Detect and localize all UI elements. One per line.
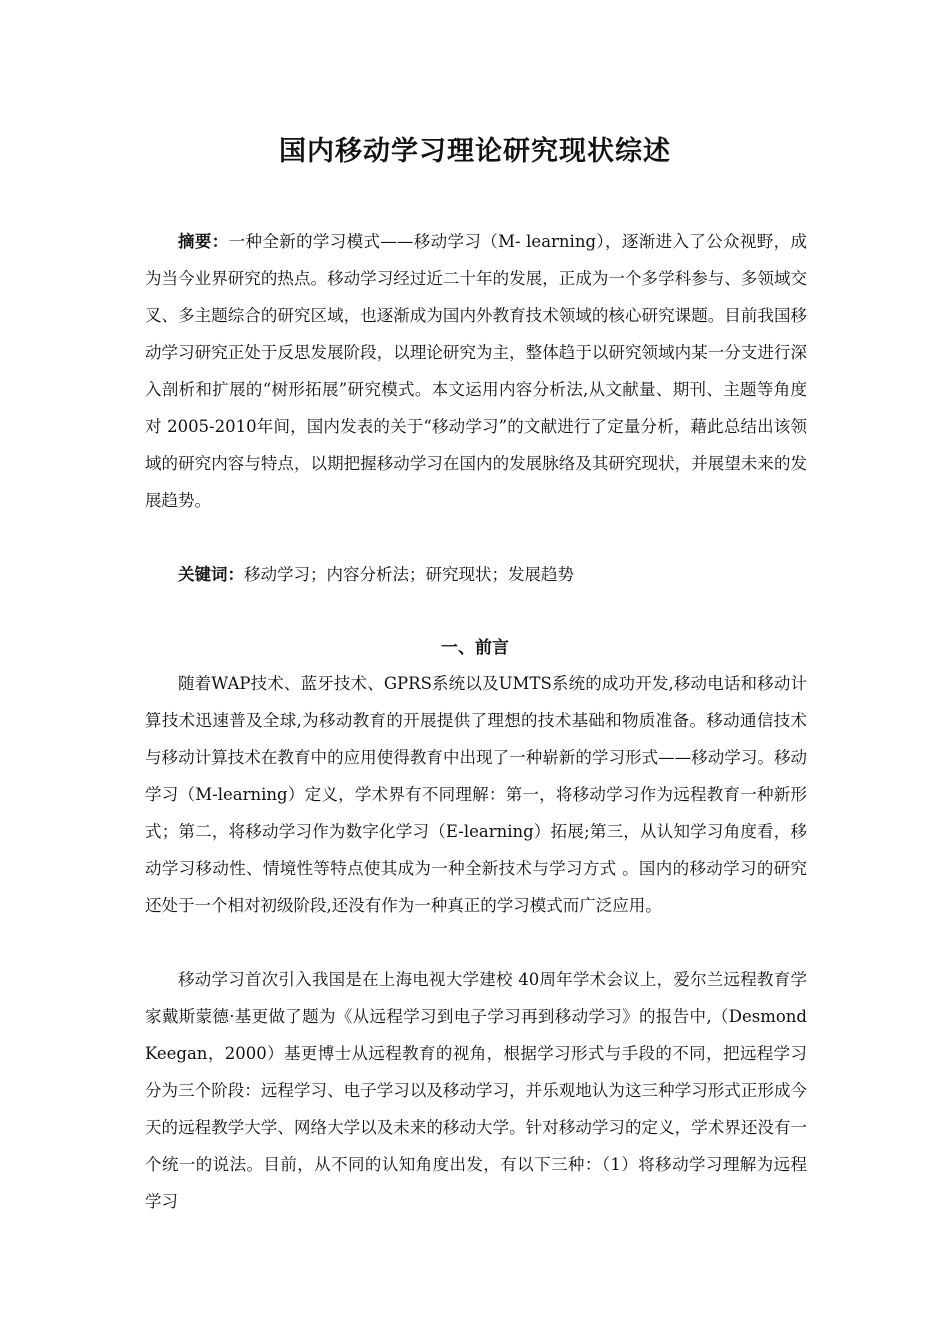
section-heading-introduction: 一、前言	[441, 638, 509, 658]
abstract-label: 摘要：	[178, 232, 229, 251]
intro-paragraph-2: 移动学习首次引入我国是在上海电视大学建校 40周年学术会议上，爱尔兰远程教育学家戴斯蒙德·基更做了题为《从远程学习到电子学习再到移动学习》的报告中,（Desmond Keegan，2000）基更博士从远程教育的视角，根据学习形式与手段的不同，把远程学习分为三个阶段：远程学习、电子学习以及移动学习，并乐观地认为这三种学习形式正形成今天的远程教学大学、网络大学以及未来的移动大学。针对移动学习的定义，学术界还没有一个统一的说法。目前，从不同的认知角度出发，有以下三种：（1）将移动学习理解为远程学习	[145, 970, 807, 1211]
abstract-text: 一种全新的学习模式——移动学习（M- learning），逐渐进入了公众视野，成为当今业界研究的热点。移动学习经过近二十年的发展，正成为一个多学科参与、多领域交叉、多主题综合的研究区域，也逐渐成为国内外教育技术领域的核心研究课题。目前我国移动学习研究正处于反思发展阶段，以理论研究为主，整体趋于以研究领域内某一分支进行深入剖析和扩展的“树形拓展”研究模式。本文运用内容分析法,从文献量、期刊、主题等角度对 2005-2010年间，国内发表的关于“移动学习”的文献进行了定量分析，藉此总结出该领域的研究内容与特点，以期把握移动学习在国内的发展脉络及其研究现状，并展望未来的发展趋势。	[145, 232, 808, 510]
abstract-paragraph	[145, 223, 807, 519]
keywords-text: 移动学习；内容分析法；研究现状；发展趋势	[244, 565, 574, 584]
intro-paragraph-1: 随着WAP技术、蓝牙技术、GPRS系统以及UMTS系统的成功开发,移动电话和移动计算技术迅速普及全球,为移动教育的开展提供了理想的技术基础和物质准备。移动通信技术与移动计算技术在教育中的应用使得教育中出现了一种崭新的学习形式——移动学习。移动学习（M-learning）定义，学术界有不同理解：第一，将移动学习作为远程教育一种新形式；第二，将移动学习作为数字化学习（E-learning）拓展;第三，从认知学习角度看，移动学习移动性、情境性等特点使其成为一种全新技术与学习方式 。国内的移动学习的研究还处于一个相对初级阶段,还没有作为一种真正的学习模式而广泛应用。	[145, 674, 807, 915]
document-title: 国内移动学习理论研究现状综述	[279, 136, 671, 167]
keywords-paragraph	[145, 556, 807, 593]
keywords-label: 关键词：	[178, 565, 244, 584]
